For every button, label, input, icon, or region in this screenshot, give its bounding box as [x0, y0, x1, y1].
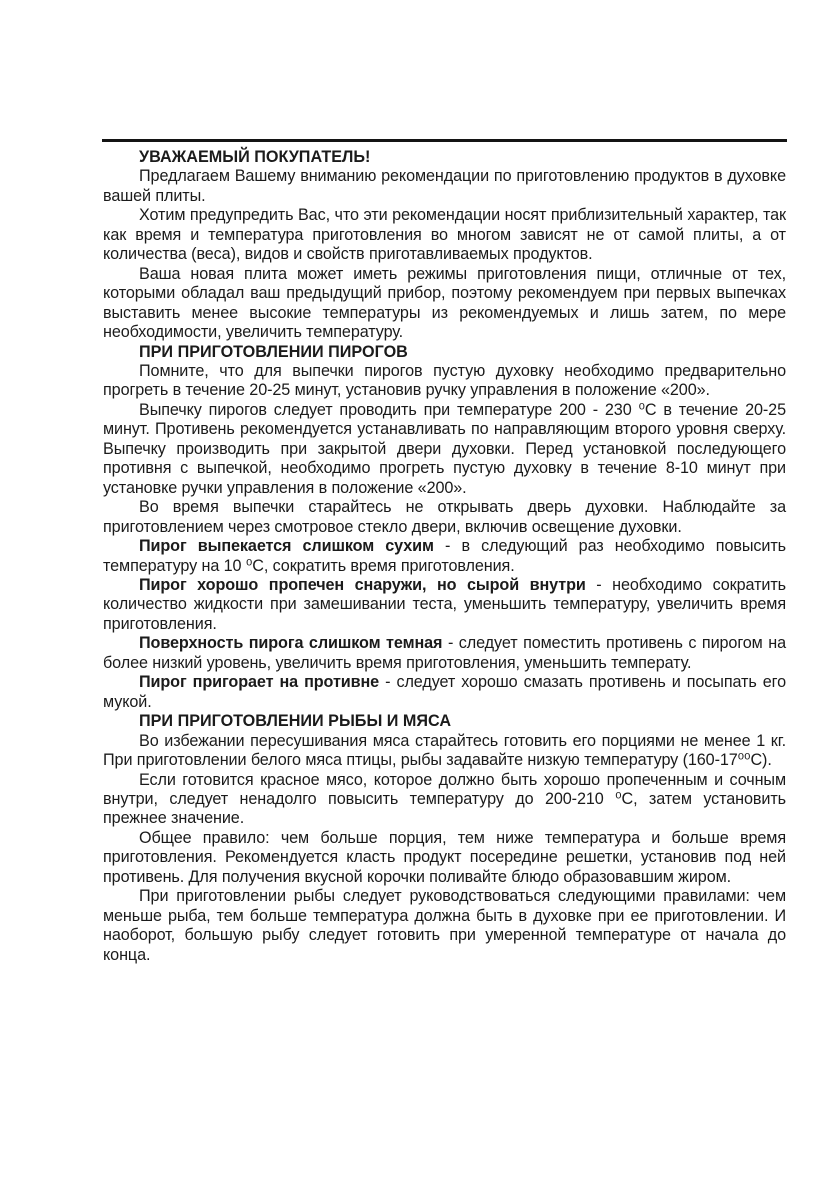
paragraph: Выпечку пирогов следует проводить при температуре 200 - 230 ⁰С в течение 20-25 минут. Противень рекомендуется устанавливать по направляющим второго уровня сверху. Выпечку производить при закрытой двери духовки. Перед установкой последующего противня с выпечкой, необходимо прогреть пустую духовку в течение 8-10 минут при установке ручки управления в положение «200».: [103, 400, 786, 497]
document-content: [103, 148, 786, 965]
bold-lead: Поверхность пирога слишком темная: [139, 634, 443, 653]
paragraph: [103, 634, 786, 673]
paragraph: Хотим предупредить Вас, что эти рекомендации носят приблизительный характер, так как время и температура приготовления во многом зависят не от самой плиты, а от количества (веса), видов и свойств приготавливаемых продуктов.: [103, 206, 786, 264]
paragraph: Ваша новая плита может иметь режимы приготовления пищи, отличные от тех, которыми обладал ваш предыдущий прибор, поэтому рекомендуем при первых выпечках выставить менее высокие температуры из рекомендуемых и лишь затем, по мере необходимости, увеличить температуру.: [103, 264, 786, 342]
paragraph: Помните, что для выпечки пирогов пустую духовку необходимо предварительно прогреть в течение 20-25 минут, установив ручку управления в положение «200».: [103, 361, 786, 400]
paragraph: При приготовлении рыбы следует руководствоваться следующими правилами: чем меньше рыба, тем больше температура должна быть в духовке при ее приготовлении. И наоборот, большую рыбу следует готовить при умеренной температуре от начала до конца.: [103, 887, 786, 964]
paragraph: Общее правило: чем больше порция, тем ниже температура и больше время приготовления. Рекомендуется класть продукт посередине решетки, установив под ней противень. Для получения вкусной корочки поливайте блюдо образовавшим жиром.: [103, 828, 786, 886]
paragraph: Предлагаем Вашему вниманию рекомендации по приготовлению продуктов в духовке вашей плиты.: [103, 167, 786, 205]
paragraph-text: - следует поместить противень с пирогом на более низкий уровень, увеличить время приготовления, уменьшить температу.: [103, 634, 786, 672]
bold-lead: Пирог выпекается слишком сухим: [139, 537, 434, 556]
paragraph: [103, 537, 786, 576]
paragraph: [103, 576, 786, 634]
paragraph: Если готовится красное мясо, которое должно быть хорошо пропеченным и сочным внутри, следует ненадолго повысить температуру до 200-210 ⁰С, затем установить прежнее значение.: [103, 770, 786, 828]
bold-lead: Пирог хорошо пропечен снаружи, но сырой внутри: [139, 575, 586, 594]
top-rule-divider: [102, 139, 787, 142]
section-heading-pies: ПРИ ПРИГОТОВЛЕНИИ ПИРОГОВ: [139, 342, 408, 361]
bold-lead: Пирог пригорает на противне: [139, 673, 380, 692]
paragraph: [103, 673, 786, 712]
paragraph-text: - в следующий раз необходимо повысить температуру на 10 ⁰С, сократить время приготовления.: [103, 537, 786, 575]
paragraph-text: - следует хорошо смазать противень и посыпать его мукой.: [103, 673, 787, 711]
paragraph-text: - необходимо сократить количество жидкости при замешивании теста, уменьшить температуру, увеличить время приготовления.: [103, 575, 786, 633]
section-heading-fish-meat: ПРИ ПРИГОТОВЛЕНИИ РЫБЫ И МЯСА: [139, 712, 452, 731]
paragraph: Во избежании пересушивания мяса старайтесь готовить его порциями не менее 1 кг. При приготовлении белого мяса птицы, рыбы задавайте низкую температуру (160-17⁰⁰С).: [103, 731, 786, 770]
section-heading-dear-customer: УВАЖАЕМЫЙ ПОКУПАТЕЛЬ!: [139, 148, 371, 166]
paragraph: Во время выпечки старайтесь не открывать дверь духовки. Наблюдайте за приготовлением через смотровое стекло двери, включив освещение духовки.: [103, 498, 786, 536]
